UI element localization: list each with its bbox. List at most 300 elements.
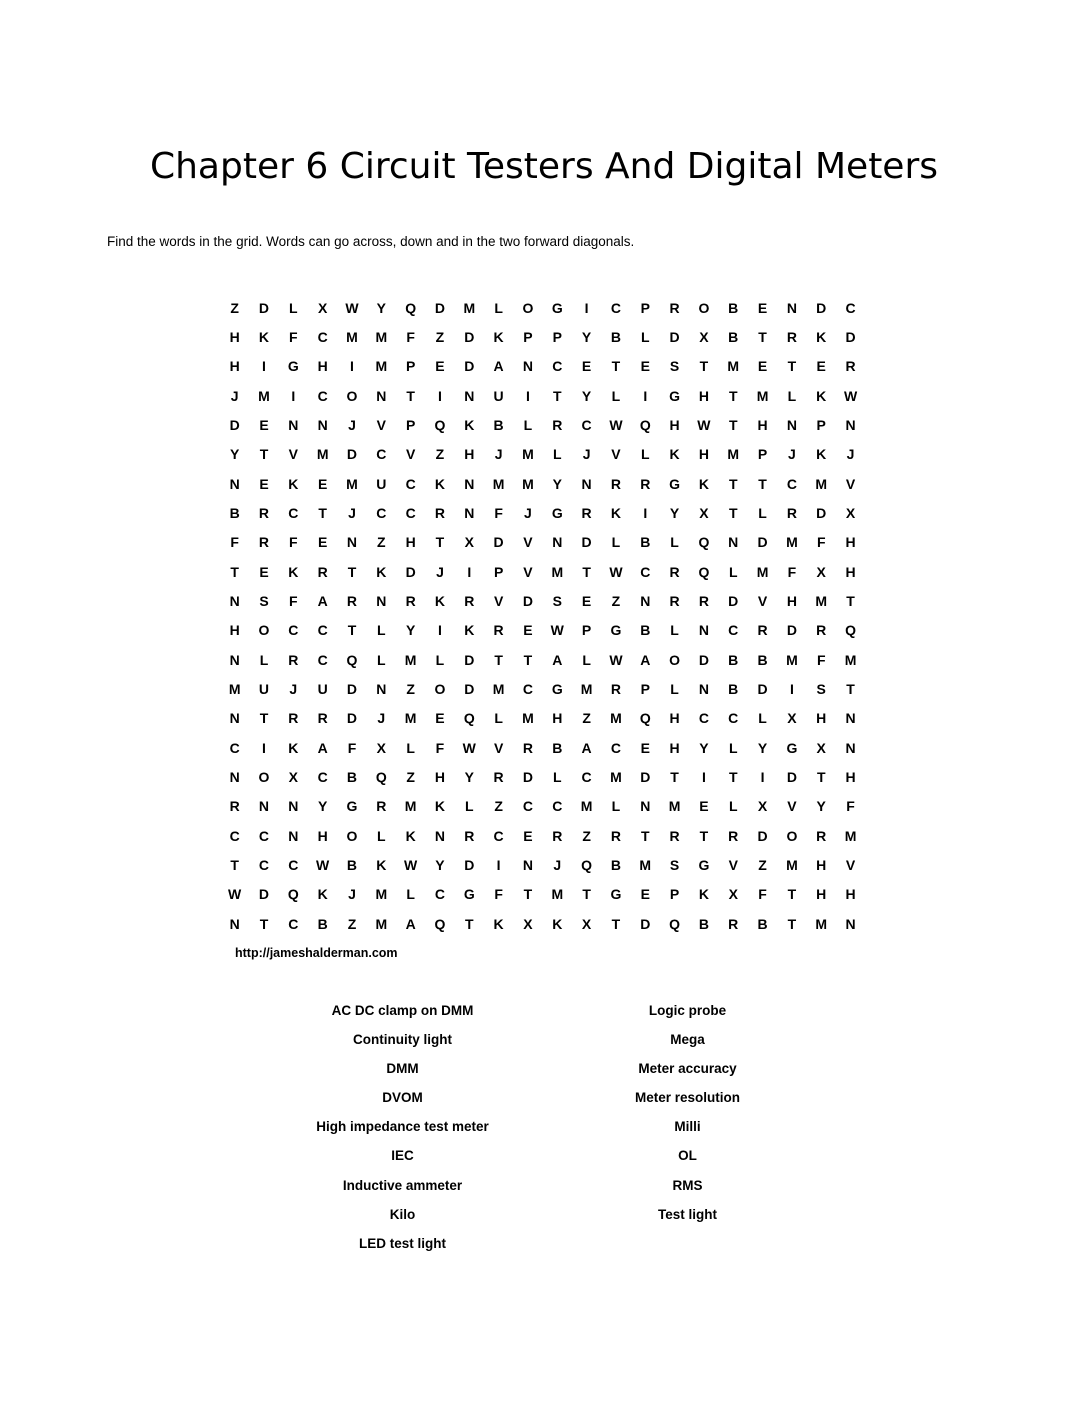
- grid-cell: K: [405, 827, 416, 844]
- grid-cell: R: [258, 504, 270, 521]
- grid-cell: T: [846, 592, 855, 609]
- grid-cell: I: [291, 387, 296, 404]
- grid-cell: I: [467, 563, 472, 580]
- grid-cell: O: [698, 299, 710, 316]
- grid-cell: R: [552, 416, 563, 433]
- word-grid: [220, 293, 865, 938]
- grid-cell: Z: [377, 534, 386, 551]
- grid-cell: T: [523, 886, 533, 903]
- grid-cell: H: [669, 739, 680, 756]
- grid-cell: D: [464, 651, 475, 668]
- grid-cell: G: [551, 680, 563, 697]
- grid-cell: D: [258, 886, 270, 903]
- grid-cell: L: [465, 798, 474, 815]
- grid-cell: C: [376, 504, 387, 521]
- grid-cell: G: [610, 622, 622, 639]
- grid-cell: N: [464, 504, 475, 521]
- grid-cell: Q: [463, 710, 475, 727]
- grid-cell: S: [816, 680, 826, 697]
- grid-cell: V: [611, 446, 621, 463]
- grid-cell: D: [816, 299, 827, 316]
- grid-cell: X: [787, 710, 797, 727]
- grid-cell: Q: [698, 563, 710, 580]
- grid-cell: Z: [758, 856, 767, 873]
- grid-cell: N: [376, 592, 387, 609]
- grid-cell: X: [699, 504, 709, 521]
- grid-cell: L: [435, 651, 445, 668]
- grid-cell: L: [787, 387, 797, 404]
- grid-cell: Z: [494, 798, 503, 815]
- grid-cell: C: [581, 768, 592, 785]
- grid-cell: D: [434, 299, 446, 316]
- grid-cell: T: [787, 358, 797, 375]
- grid-cell: M: [375, 915, 388, 932]
- grid-cell: P: [523, 328, 533, 345]
- grid-cell: R: [346, 592, 358, 609]
- grid-cell: T: [728, 475, 738, 492]
- grid-cell: L: [640, 328, 650, 345]
- grid-cell: I: [584, 299, 589, 316]
- grid-cell: T: [347, 563, 357, 580]
- grid-cell: L: [494, 710, 503, 727]
- grid-cell: L: [406, 886, 415, 903]
- grid-cell: T: [406, 387, 415, 404]
- grid-cell: R: [816, 622, 827, 639]
- grid-cell: C: [728, 622, 739, 639]
- grid-cell: E: [699, 798, 709, 815]
- grid-cell: R: [610, 475, 621, 492]
- grid-cell: R: [669, 827, 680, 844]
- grid-cell: V: [523, 534, 533, 551]
- grid-cell: M: [258, 387, 270, 404]
- grid-cell: M: [844, 651, 857, 668]
- grid-cell: F: [816, 534, 826, 551]
- grid-cell: B: [698, 915, 709, 932]
- grid-cell: T: [758, 328, 767, 345]
- grid-cell: L: [728, 563, 738, 580]
- grid-cell: P: [552, 328, 562, 345]
- grid-cell: B: [728, 328, 739, 345]
- grid-cell: K: [816, 328, 827, 345]
- grid-cell: X: [699, 328, 709, 345]
- grid-cell: I: [496, 856, 501, 873]
- grid-cell: C: [610, 739, 621, 756]
- grid-cell: M: [668, 798, 681, 815]
- grid-cell: F: [289, 328, 298, 345]
- grid-cell: G: [669, 475, 681, 492]
- grid-cell: D: [698, 651, 709, 668]
- grid-cell: M: [404, 710, 417, 727]
- grid-cell: L: [523, 416, 533, 433]
- grid-cell: M: [492, 475, 505, 492]
- grid-cell: H: [669, 416, 680, 433]
- grid-cell: H: [845, 534, 856, 551]
- grid-cell: J: [788, 446, 796, 463]
- grid-cell: M: [610, 710, 622, 727]
- grid-cell: E: [816, 358, 826, 375]
- grid-cell: F: [347, 739, 357, 756]
- grid-cell: M: [346, 328, 358, 345]
- grid-cell: N: [552, 534, 563, 551]
- grid-cell: X: [816, 563, 826, 580]
- grid-cell: N: [288, 827, 299, 844]
- grid-cell: N: [229, 651, 240, 668]
- grid-cell: C: [288, 504, 299, 521]
- grid-cell: K: [493, 328, 504, 345]
- grid-cell: C: [698, 710, 709, 727]
- grid-cell: I: [350, 358, 354, 375]
- grid-cell: J: [494, 446, 503, 463]
- grid-cell: C: [405, 475, 416, 492]
- grid-cell: I: [789, 680, 794, 697]
- grid-cell: R: [698, 592, 709, 609]
- grid-cell: M: [727, 446, 740, 463]
- grid-cell: D: [757, 680, 768, 697]
- grid-cell: N: [522, 856, 533, 873]
- grid-cell: K: [288, 563, 299, 580]
- grid-cell: R: [845, 358, 856, 375]
- grid-cell: J: [524, 504, 532, 521]
- grid-cell: B: [757, 915, 768, 932]
- grid-cell: J: [582, 446, 591, 463]
- grid-cell: B: [552, 739, 563, 756]
- grid-cell: T: [582, 886, 591, 903]
- grid-cell: R: [317, 563, 328, 580]
- grid-cell: K: [434, 475, 446, 492]
- grid-cell: N: [229, 475, 240, 492]
- grid-cell: R: [522, 739, 533, 756]
- word-list-item: High impedance test meter: [316, 1119, 489, 1135]
- word-list-right: [560, 996, 815, 1229]
- grid-cell: K: [552, 915, 563, 932]
- grid-cell: Z: [435, 446, 445, 463]
- grid-cell: Z: [406, 768, 415, 785]
- grid-cell: F: [435, 739, 445, 756]
- grid-cell: Z: [582, 710, 591, 727]
- grid-cell: E: [581, 592, 592, 609]
- grid-cell: R: [493, 622, 504, 639]
- grid-cell: N: [464, 475, 475, 492]
- grid-cell: B: [610, 328, 621, 345]
- instruction-text: Find the words in the grid. Words can go across, down and in the two forward diagonals.: [107, 234, 635, 249]
- grid-cell: Z: [582, 827, 591, 844]
- grid-cell: T: [611, 358, 621, 375]
- grid-cell: X: [816, 739, 826, 756]
- grid-cell: X: [523, 915, 533, 932]
- grid-cell: D: [346, 446, 358, 463]
- grid-cell: W: [550, 622, 564, 639]
- grid-cell: Y: [552, 475, 562, 492]
- grid-cell: G: [551, 504, 563, 521]
- grid-cell: M: [551, 563, 564, 580]
- grid-cell: R: [669, 592, 680, 609]
- grid-cell: D: [405, 563, 416, 580]
- grid-cell: O: [258, 622, 270, 639]
- grid-cell: H: [229, 622, 240, 639]
- grid-cell: Y: [581, 387, 592, 404]
- grid-cell: N: [346, 534, 358, 551]
- grid-cell: W: [609, 416, 623, 433]
- grid-cell: V: [523, 563, 533, 580]
- grid-cell: E: [581, 358, 592, 375]
- grid-cell: F: [289, 592, 298, 609]
- grid-cell: Q: [434, 915, 446, 932]
- grid-cell: Y: [435, 856, 445, 873]
- grid-cell: T: [523, 651, 533, 668]
- grid-cell: T: [259, 710, 269, 727]
- grid-cell: C: [552, 798, 563, 815]
- grid-cell: D: [229, 416, 240, 433]
- grid-cell: Y: [317, 798, 328, 815]
- grid-cell: M: [815, 475, 828, 492]
- grid-cell: E: [259, 475, 269, 492]
- grid-cell: E: [259, 563, 269, 580]
- grid-cell: G: [463, 886, 475, 903]
- grid-cell: T: [318, 504, 327, 521]
- grid-cell: T: [728, 416, 738, 433]
- grid-cell: D: [640, 915, 651, 932]
- grid-cell: J: [553, 856, 562, 873]
- grid-cell: R: [728, 827, 739, 844]
- grid-cell: L: [552, 768, 562, 785]
- grid-cell: Y: [464, 768, 474, 785]
- grid-cell: L: [640, 446, 650, 463]
- grid-cell: Y: [229, 446, 240, 463]
- grid-cell: B: [346, 768, 358, 785]
- grid-cell: M: [815, 592, 828, 609]
- grid-cell: X: [288, 768, 298, 785]
- grid-cell: T: [699, 358, 709, 375]
- grid-cell: U: [258, 680, 270, 697]
- grid-cell: T: [494, 651, 503, 668]
- grid-cell: Q: [698, 534, 710, 551]
- grid-cell: D: [258, 299, 270, 316]
- grid-cell: Z: [611, 592, 621, 609]
- grid-cell: Q: [581, 856, 593, 873]
- grid-cell: I: [701, 768, 706, 785]
- grid-cell: W: [404, 856, 418, 873]
- grid-cell: C: [610, 299, 621, 316]
- grid-cell: D: [464, 680, 475, 697]
- grid-cell: N: [845, 710, 856, 727]
- grid-cell: K: [434, 798, 446, 815]
- grid-cell: K: [288, 475, 299, 492]
- grid-cell: R: [669, 563, 680, 580]
- grid-cell: K: [288, 739, 299, 756]
- grid-cell: S: [259, 592, 269, 609]
- grid-cell: M: [522, 475, 534, 492]
- grid-cell: P: [669, 886, 680, 903]
- grid-cell: R: [669, 299, 680, 316]
- grid-cell: G: [786, 739, 798, 756]
- grid-cell: K: [816, 446, 827, 463]
- grid-cell: T: [552, 387, 562, 404]
- grid-cell: U: [376, 475, 387, 492]
- grid-cell: R: [434, 504, 446, 521]
- grid-cell: N: [581, 475, 592, 492]
- grid-cell: T: [611, 915, 621, 932]
- grid-cell: Y: [581, 328, 592, 345]
- grid-cell: N: [845, 915, 856, 932]
- grid-cell: C: [581, 416, 592, 433]
- grid-cell: T: [230, 856, 239, 873]
- grid-cell: Q: [639, 416, 651, 433]
- grid-cell: N: [640, 798, 651, 815]
- grid-cell: T: [787, 915, 797, 932]
- grid-cell: O: [522, 299, 534, 316]
- grid-cell: C: [522, 680, 533, 697]
- grid-cell: E: [523, 827, 533, 844]
- grid-cell: C: [493, 827, 504, 844]
- grid-cell: Q: [287, 886, 299, 903]
- grid-cell: B: [346, 856, 358, 873]
- grid-cell: F: [406, 328, 415, 345]
- grid-cell: N: [434, 827, 446, 844]
- grid-cell: S: [669, 358, 680, 375]
- grid-cell: J: [846, 446, 855, 463]
- grid-cell: A: [581, 739, 592, 756]
- grid-cell: A: [552, 651, 563, 668]
- grid-cell: R: [464, 592, 475, 609]
- grid-cell: P: [493, 563, 504, 580]
- grid-cell: A: [317, 592, 328, 609]
- grid-cell: J: [348, 416, 356, 433]
- grid-cell: F: [494, 886, 503, 903]
- grid-cell: T: [465, 915, 474, 932]
- grid-cell: N: [258, 798, 270, 815]
- grid-cell: L: [494, 299, 503, 316]
- grid-cell: N: [229, 592, 240, 609]
- grid-cell: R: [610, 827, 621, 844]
- grid-cell: C: [317, 622, 328, 639]
- grid-cell: I: [438, 387, 442, 404]
- grid-cell: T: [435, 534, 445, 551]
- grid-cell: E: [640, 886, 650, 903]
- grid-cell: Z: [435, 328, 445, 345]
- grid-cell: D: [640, 768, 651, 785]
- grid-cell: C: [317, 768, 328, 785]
- grid-cell: T: [347, 622, 357, 639]
- grid-cell: V: [728, 856, 738, 873]
- grid-cell: V: [493, 592, 504, 609]
- grid-cell: A: [317, 739, 328, 756]
- grid-cell: X: [757, 798, 768, 815]
- grid-cell: X: [317, 299, 328, 316]
- grid-cell: V: [787, 798, 797, 815]
- grid-cell: L: [552, 446, 562, 463]
- grid-cell: R: [728, 915, 739, 932]
- grid-cell: X: [728, 886, 738, 903]
- grid-cell: D: [816, 504, 827, 521]
- grid-cell: K: [493, 915, 504, 932]
- grid-cell: N: [229, 710, 240, 727]
- grid-cell: V: [757, 592, 768, 609]
- grid-cell: J: [377, 710, 386, 727]
- grid-cell: H: [845, 563, 856, 580]
- grid-cell: A: [493, 358, 504, 375]
- grid-cell: H: [816, 886, 827, 903]
- grid-cell: R: [288, 710, 299, 727]
- grid-cell: T: [582, 563, 591, 580]
- grid-cell: M: [844, 827, 857, 844]
- grid-cell: E: [523, 622, 533, 639]
- grid-cell: L: [758, 710, 767, 727]
- grid-cell: Z: [406, 680, 415, 697]
- grid-cell: B: [317, 915, 328, 932]
- grid-cell: H: [757, 416, 768, 433]
- grid-cell: L: [582, 651, 591, 668]
- grid-cell: G: [698, 856, 710, 873]
- grid-cell: K: [464, 622, 475, 639]
- word-list-item: Continuity light: [353, 1032, 452, 1048]
- grid-cell: G: [551, 299, 563, 316]
- grid-cell: B: [640, 534, 651, 551]
- grid-cell: K: [698, 886, 709, 903]
- grid-cell: V: [845, 475, 856, 492]
- grid-cell: B: [757, 651, 768, 668]
- grid-cell: H: [816, 710, 827, 727]
- grid-cell: M: [639, 856, 652, 873]
- grid-cell: W: [462, 739, 476, 756]
- grid-cell: N: [640, 592, 651, 609]
- grid-cell: Q: [669, 915, 681, 932]
- grid-cell: U: [317, 680, 328, 697]
- grid-cell: M: [727, 358, 740, 375]
- grid-cell: D: [786, 622, 797, 639]
- grid-cell: R: [229, 798, 240, 815]
- grid-cell: R: [757, 622, 768, 639]
- grid-cell: P: [581, 622, 592, 639]
- grid-cell: M: [463, 299, 476, 316]
- grid-cell: E: [640, 739, 650, 756]
- grid-cell: D: [493, 534, 504, 551]
- word-list-item: RMS: [672, 1177, 703, 1193]
- grid-cell: L: [406, 739, 415, 756]
- grid-cell: F: [846, 798, 855, 815]
- grid-cell: C: [405, 504, 416, 521]
- grid-cell: D: [757, 534, 768, 551]
- grid-cell: L: [377, 622, 386, 639]
- grid-cell: G: [669, 387, 681, 404]
- grid-cell: C: [258, 856, 270, 873]
- grid-cell: K: [434, 592, 446, 609]
- grid-cell: D: [464, 358, 475, 375]
- grid-cell: L: [728, 739, 738, 756]
- word-list-item: IEC: [391, 1148, 414, 1164]
- grid-cell: P: [405, 358, 416, 375]
- grid-cell: A: [405, 915, 416, 932]
- grid-cell: T: [787, 886, 797, 903]
- grid-cell: M: [580, 680, 593, 697]
- grid-cell: Z: [347, 915, 357, 932]
- grid-cell: O: [786, 827, 798, 844]
- grid-cell: D: [346, 680, 358, 697]
- word-list-item: Meter accuracy: [638, 1061, 737, 1077]
- grid-cell: K: [317, 886, 328, 903]
- grid-cell: M: [375, 358, 388, 375]
- grid-cell: M: [580, 798, 593, 815]
- grid-cell: K: [816, 387, 827, 404]
- word-list-item: AC DC clamp on DMM: [331, 1003, 474, 1018]
- grid-cell: I: [760, 768, 765, 785]
- grid-cell: Q: [346, 651, 358, 668]
- grid-cell: D: [522, 592, 533, 609]
- grid-cell: H: [464, 446, 475, 463]
- grid-cell: Q: [639, 710, 651, 727]
- grid-cell: D: [464, 856, 475, 873]
- grid-cell: H: [786, 592, 797, 609]
- grid-cell: E: [317, 475, 328, 492]
